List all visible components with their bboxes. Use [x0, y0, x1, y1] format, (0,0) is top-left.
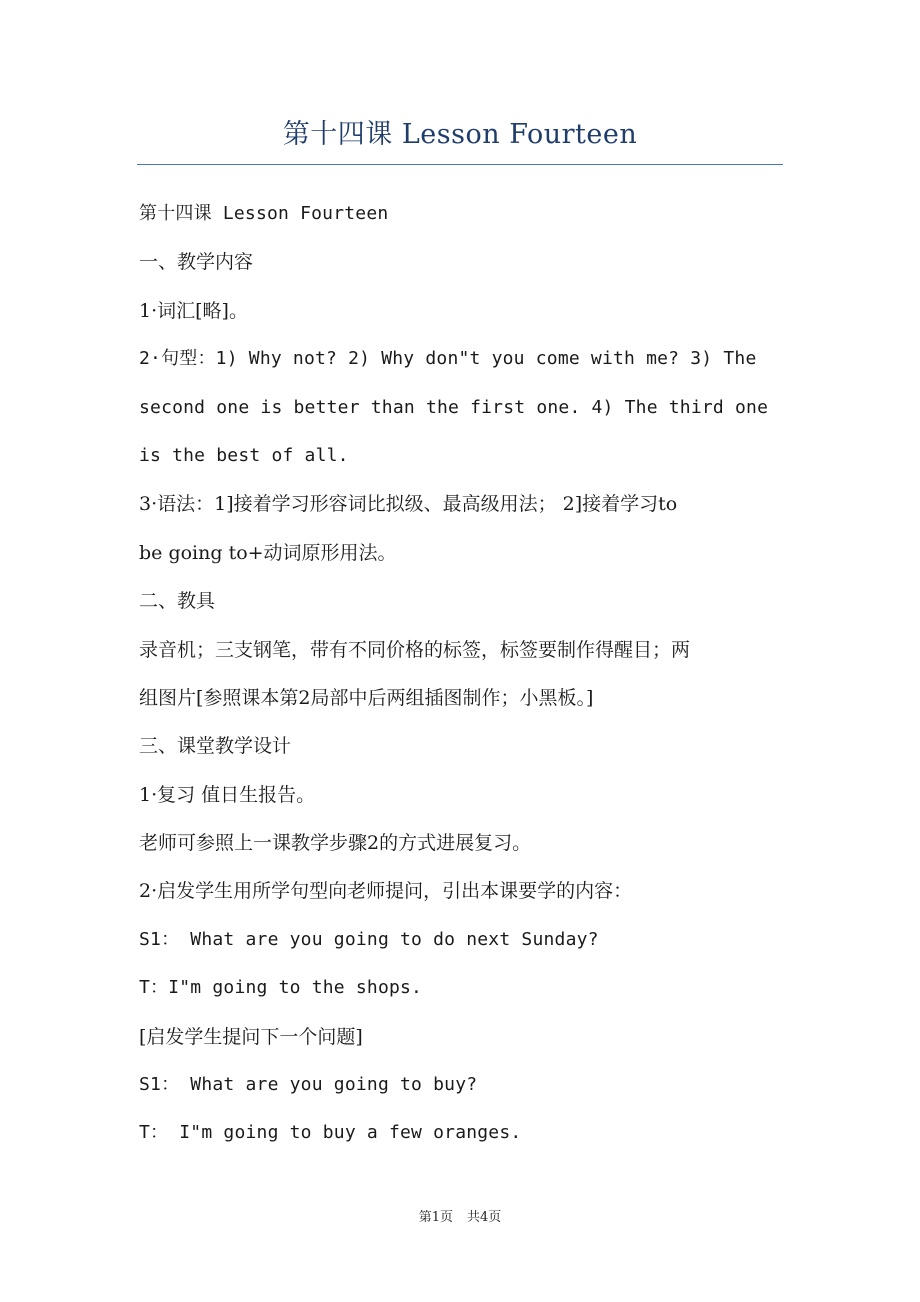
review-item: 1·复习 值日生报告。 — [139, 783, 316, 806]
document-title: 第十四课 Lesson Fourteen — [282, 119, 638, 150]
section-heading-aids: 二、教具 — [139, 590, 216, 613]
review-note: 老师可参照上一课教学步骤2的方式进展复习。 — [139, 832, 532, 855]
dialogue-line-3: S1： What are you going to buy? — [139, 1074, 478, 1096]
vocabulary-item: 1·词汇[略]。 — [139, 299, 248, 322]
aids-line-1: 录音机；三支钢笔，带有不同价格的标签，标签要制作得醒目；两 — [139, 638, 691, 661]
dialogue-note: [启发学生提问下一个问题] — [139, 1025, 363, 1048]
prompt-item: 2·启发学生用所学句型向老师提问，引出本课要学的内容： — [139, 880, 633, 903]
page-total: 共4页 — [467, 1210, 502, 1225]
page-number: 第1页 — [418, 1210, 453, 1225]
sentence-patterns-line-2: second one is better than the first one. 4) The third one — [139, 396, 769, 418]
dialogue-line-1: S1： What are you going to do next Sunday? — [139, 928, 599, 950]
dialogue-line-4: T： I"m going to buy a few oranges. — [139, 1122, 522, 1144]
section-heading-content: 一、教学内容 — [139, 251, 254, 274]
title-underline — [137, 164, 783, 165]
dialogue-line-2: T：I"m going to the shops. — [139, 977, 423, 999]
section-heading-design: 三、课堂教学设计 — [139, 735, 292, 758]
document-body — [139, 190, 779, 1158]
grammar-line-2: be going to+动词原形用法。 — [139, 541, 397, 564]
aids-line-2: 组图片[参照课本第2局部中后两组插图制作；小黑板。] — [139, 686, 594, 709]
sentence-patterns-line-3: is the best of all. — [139, 444, 349, 466]
sentence-patterns-line-1: 2·句型：1) Why not? 2) Why don"t you come with me? 3) The — [139, 348, 757, 370]
lesson-heading: 第十四课 Lesson Fourteen — [139, 203, 389, 224]
grammar-line-1: 3·语法：1]接着学习形容词比拟级、最高级用法； 2]接着学习to — [139, 493, 678, 516]
page-footer — [0, 1206, 920, 1225]
